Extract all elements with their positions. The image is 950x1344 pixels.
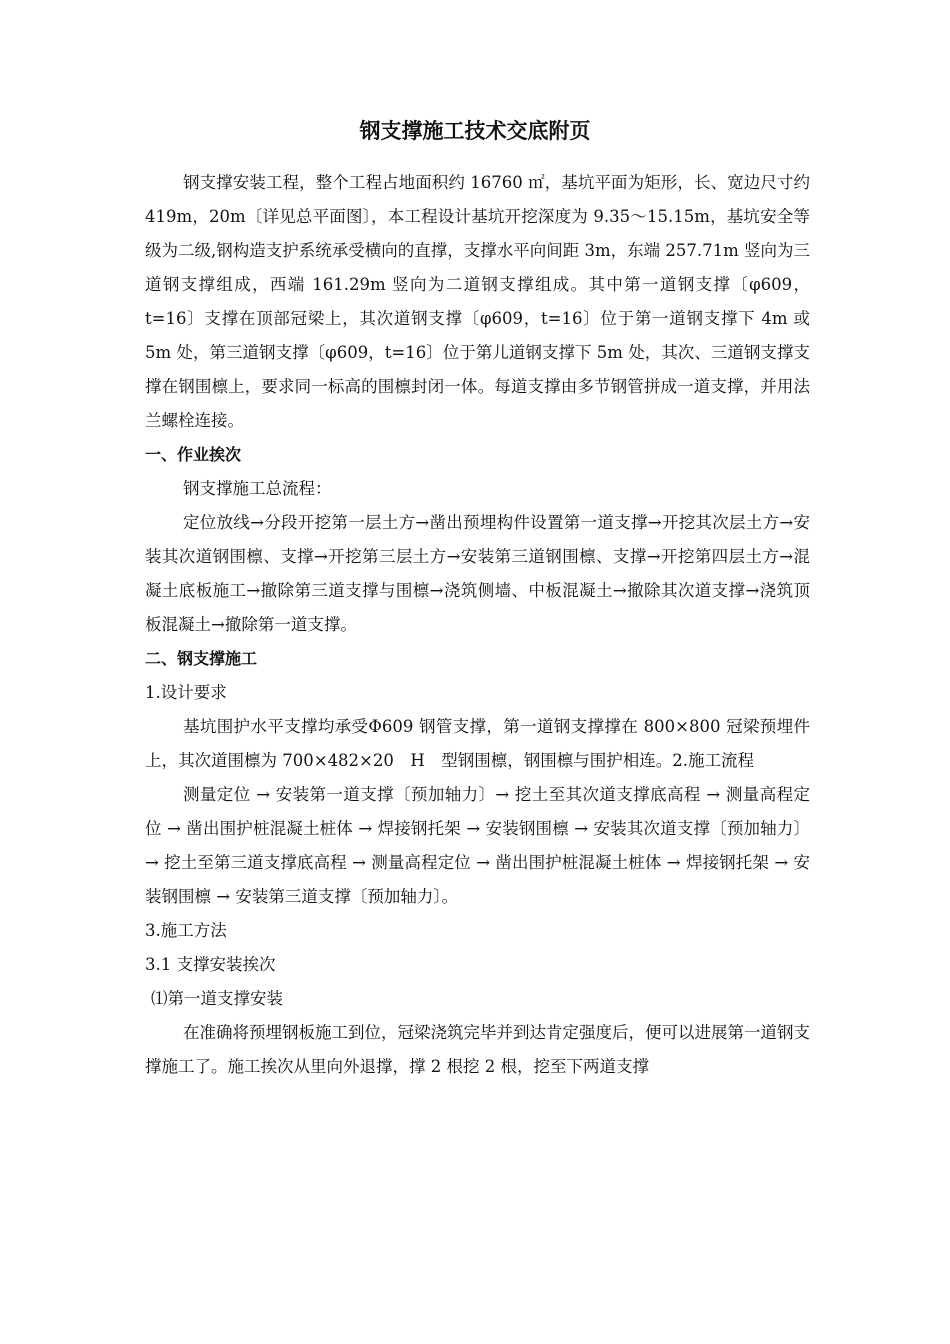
flow-paragraph: 定位放线→分段开挖第一层土方→凿出预埋构件设置第一道支撑→开挖其次层土方→安装其次道钢围檩、支撑→开挖第三层土方→安装第三道钢围檩、支撑→开挖第四层土方→混凝土底板施工→撤除第三道支撑与围檩→浇筑侧墙、中板混凝土→撤除其次道支撑→浇筑顶板混凝土→撤除第一道支撑。 <box>145 513 810 634</box>
construction-process-paragraph: 测量定位 → 安装第一道支撑〔预加轴力〕→ 挖土至其次道支撑底高程 → 测量高程定位 → 凿出围护桩混凝土桩体 → 焊接钢托架 → 安装钢围檩 → 安装其次道支撑〔预加轴力〕→ 挖土至第三道支撑底高程 → 测量高程定位 → 凿出围护桩混凝土桩体 → 焊接钢托架 → 安装钢围檩 → 安装第三道支撑〔预加轴力〕。 <box>145 785 810 906</box>
section-heading-steel-support: 二、钢支撑施工 <box>145 649 258 668</box>
section-heading-work-order: 一、作业挨次 <box>145 445 242 464</box>
first-support-paragraph: 在准确将预埋钢板施工到位，冠梁浇筑完毕并到达肯定强度后，便可以进展第一道钢支撑施工了。施工挨次从里向外退撑，撑 2 根挖 2 根，挖至下两道支撑 <box>145 1023 810 1076</box>
installation-order-heading: 3.1 支撑安装挨次 <box>145 955 276 974</box>
flow-label: 钢支撑施工总流程： <box>183 479 332 498</box>
design-requirements-paragraph: 基坑围护水平支撑均承受Φ609 钢管支撑，第一道钢支撑撑在 800×800 冠梁预埋件上，其次道围檩为 700×482×20 H 型钢围檩，钢围檩与围护相连。2.施工流程 <box>145 717 810 770</box>
intro-paragraph: 钢支撑安装工程，整个工程占地面积约 16760 ㎡，基坑平面为矩形，长、宽边尺寸约 419m，20m〔详见总平面图〕，本工程设计基坑开挖深度为 9.35～15.15m，基坑安全等级为二级,钢构造支护系统承受横向的直撑，支撑水平向间距 3m，东端 257.71m 竖向为三道钢支撑组成，西端 161.29m 竖向为二道钢支撑组成。其中第一道钢支撑〔φ609，t=16〕支撑在顶部冠梁上，其次道钢支撑〔φ609，t=16〕位于第一道钢支撑下 4m 或 5m 处，第三道钢支撑〔φ609，t=16〕位于第儿道钢支撑下 5m 处，其次、三道钢支撑支撑在钢围檩上，要求同一标高的围檩封闭一体。每道支撑由多节钢管拼成一道支撑，并用法兰螺栓连接。 <box>145 173 811 430</box>
document-body <box>145 166 810 1084</box>
document-title: 钢支撑施工技术交底附页 <box>359 119 591 143</box>
design-requirements-heading: 1.设计要求 <box>145 683 227 702</box>
first-support-heading: ⑴第一道支撑安装 <box>151 989 283 1008</box>
construction-method-heading: 3.施工方法 <box>145 921 227 940</box>
